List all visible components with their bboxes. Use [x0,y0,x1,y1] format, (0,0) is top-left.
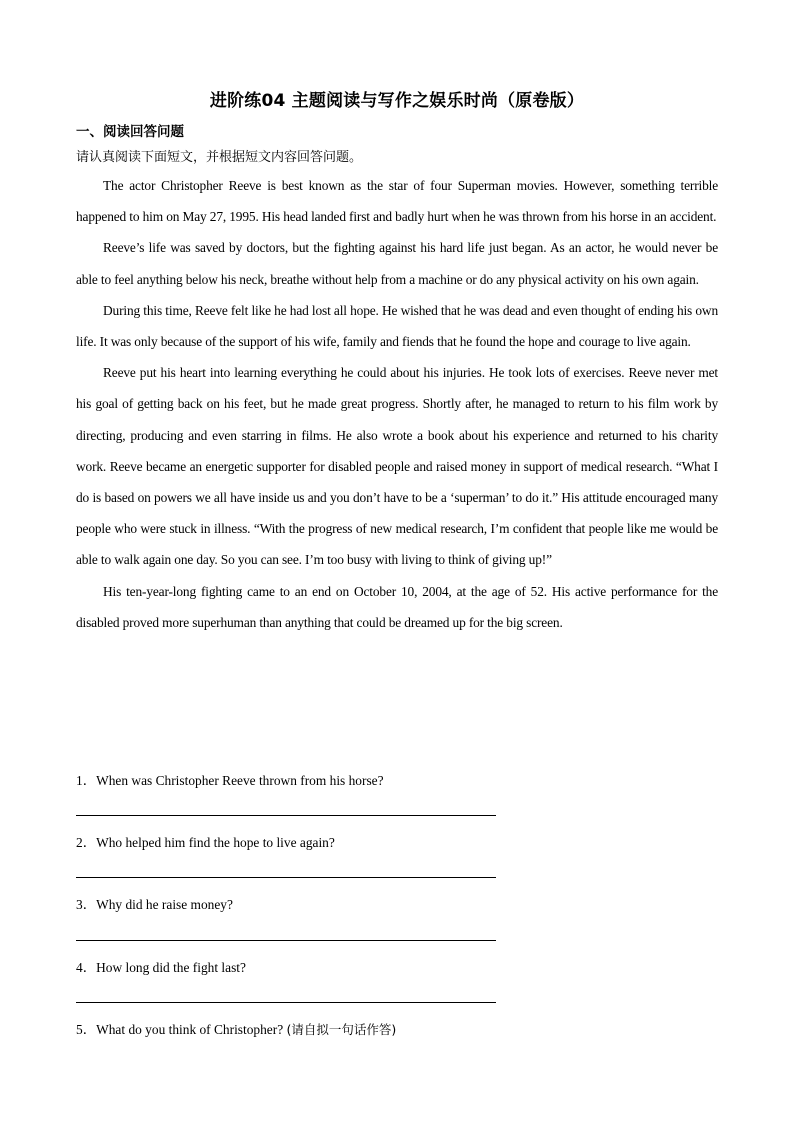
question-4 [76,957,246,976]
question-number: 3． [76,897,97,912]
question-3 [76,894,233,913]
question-5 [76,1019,396,1038]
page-title: 进阶练04 主题阅读与写作之娱乐时尚（原卷版） [209,91,585,111]
passage-paragraph: Reeve’s life was saved by doctors, but the fighting against his hard life just began. As an actor, he would never be able to feel anything below his neck, breathe without help from a machine or do any physical activity on his own again. [76,240,718,287]
answer-line-2[interactable] [76,877,496,878]
question-text: What do you think of Christopher? [96,1022,287,1037]
question-text: Who helped him find the hope to live again? [96,835,335,850]
question-number: 1． [76,773,97,788]
question-number: 2． [76,835,97,850]
question-text: Why did he raise money? [96,897,233,912]
answer-line-3[interactable] [76,940,496,941]
passage-paragraph: During this time, Reeve felt like he had lost all hope. He wished that he was dead and even thought of ending his own life. It was only because of the support of his wife, family and fiends that he found the hope and courage to live again. [76,302,718,350]
question-text: How long did the fight last? [96,960,246,975]
question-2 [76,832,335,851]
question-text: When was Christopher Reeve thrown from his horse? [96,773,384,788]
question-number: 5． [76,1022,97,1037]
passage-paragraph: The actor Christopher Reeve is best known as the star of four Superman movies. However, something terrible happened to him on May 27, 1995. His head landed first and badly hurt when he was thrown from his horse in an accident. [76,178,718,225]
question-note: (请自拟一句话作答) [286,1022,397,1037]
passage-paragraph: His ten-year-long fighting came to an end on October 10, 2004, at the age of 52. His active performance for the disabled proved more superhuman than anything that could be dreamed up for the big screen. [76,583,718,630]
answer-line-4[interactable] [76,1002,496,1003]
passage-paragraph: Reeve put his heart into learning everything he could about his injuries. He took lots of exercises. Reeve never met his goal of getting back on his feet, but he made great progress. Shortly after, he managed to return to his film work by directing, producing and even starring in films. He also wrote a book about his experience and returned to his charity work. Reeve became an energetic supporter for disabled people and raised money in support of medical research. “What I do is based on powers we all have inside us and you don’t have to be a ‘superman’ to do it.” His attitude encouraged many people who were stuck in illness. “With the progress of new medical research, I’m confident that people like me would be able to walk again one day. So you can see. I’m too busy with living to think of giving up!” [76,365,718,568]
instruction-text: 请认真阅读下面短文，并根据短文内容回答问题。 [76,150,363,165]
answer-line-1[interactable] [76,815,496,816]
question-1 [76,770,384,789]
reading-passage [76,170,718,638]
section-heading: 一、阅读回答问题 [76,124,184,140]
question-number: 4． [76,960,97,975]
